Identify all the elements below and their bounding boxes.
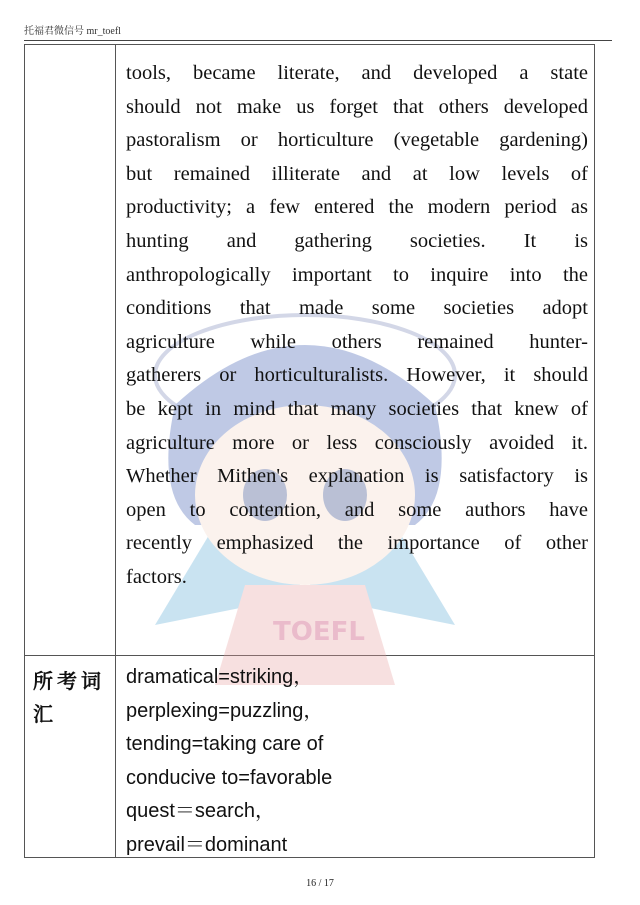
passage-line: anthropologically important to inquire into the [126, 263, 588, 286]
page-number: 16 / 17 [306, 878, 334, 889]
passage-line: pastoralism or horticulture (vegetable gardening) [126, 129, 588, 152]
passage-line: productivity; a few entered the modern period as [126, 196, 588, 219]
vocab-item: conducive to=favorable [126, 766, 333, 789]
passage-line: recently emphasized the importance of other [126, 532, 588, 555]
passage-line: Whether Mithen's explanation is satisfactory is [126, 465, 588, 488]
passage-line: open to contention, and some authors have [126, 498, 588, 521]
vocab-label-line: 汇 [33, 702, 57, 726]
vocab-item: tending=taking care of [126, 733, 324, 755]
passage-line: hunting and gathering societies. It is [126, 229, 588, 252]
vocab-item: quest＝search， [126, 800, 275, 822]
passage-line: conditions that made some societies adopt [126, 297, 588, 320]
content-table [24, 44, 595, 858]
vocab-item: dramatical=striking， [126, 666, 314, 688]
vocab-label-line: 所考词 [33, 669, 105, 693]
passage-line: gatherers or horticulturalists. However, it should [126, 364, 588, 387]
passage-line: agriculture more or less consciously avoided it. [126, 431, 588, 454]
mascot-shirt-text: TOEFL [273, 617, 365, 647]
passage-line: tools, became literate, and developed a state [126, 62, 588, 84]
passage-line: but remained illiterate and at low levels of [126, 162, 588, 185]
page-header: 托福君微信号 mr_toefl [24, 22, 612, 41]
vocab-item: prevail＝dominant [126, 833, 288, 856]
passage-line: be kept in mind that many societies that knew of [126, 397, 588, 420]
vocab-label [33, 665, 111, 731]
passage-line: agriculture while others remained hunter- [126, 330, 588, 353]
vocab-item: perplexing=puzzling， [126, 699, 324, 722]
passage-line: should not make us forget that others developed [126, 95, 588, 118]
passage-line: factors. [126, 565, 187, 588]
vocab-list [126, 661, 586, 862]
passage-text [126, 57, 588, 595]
